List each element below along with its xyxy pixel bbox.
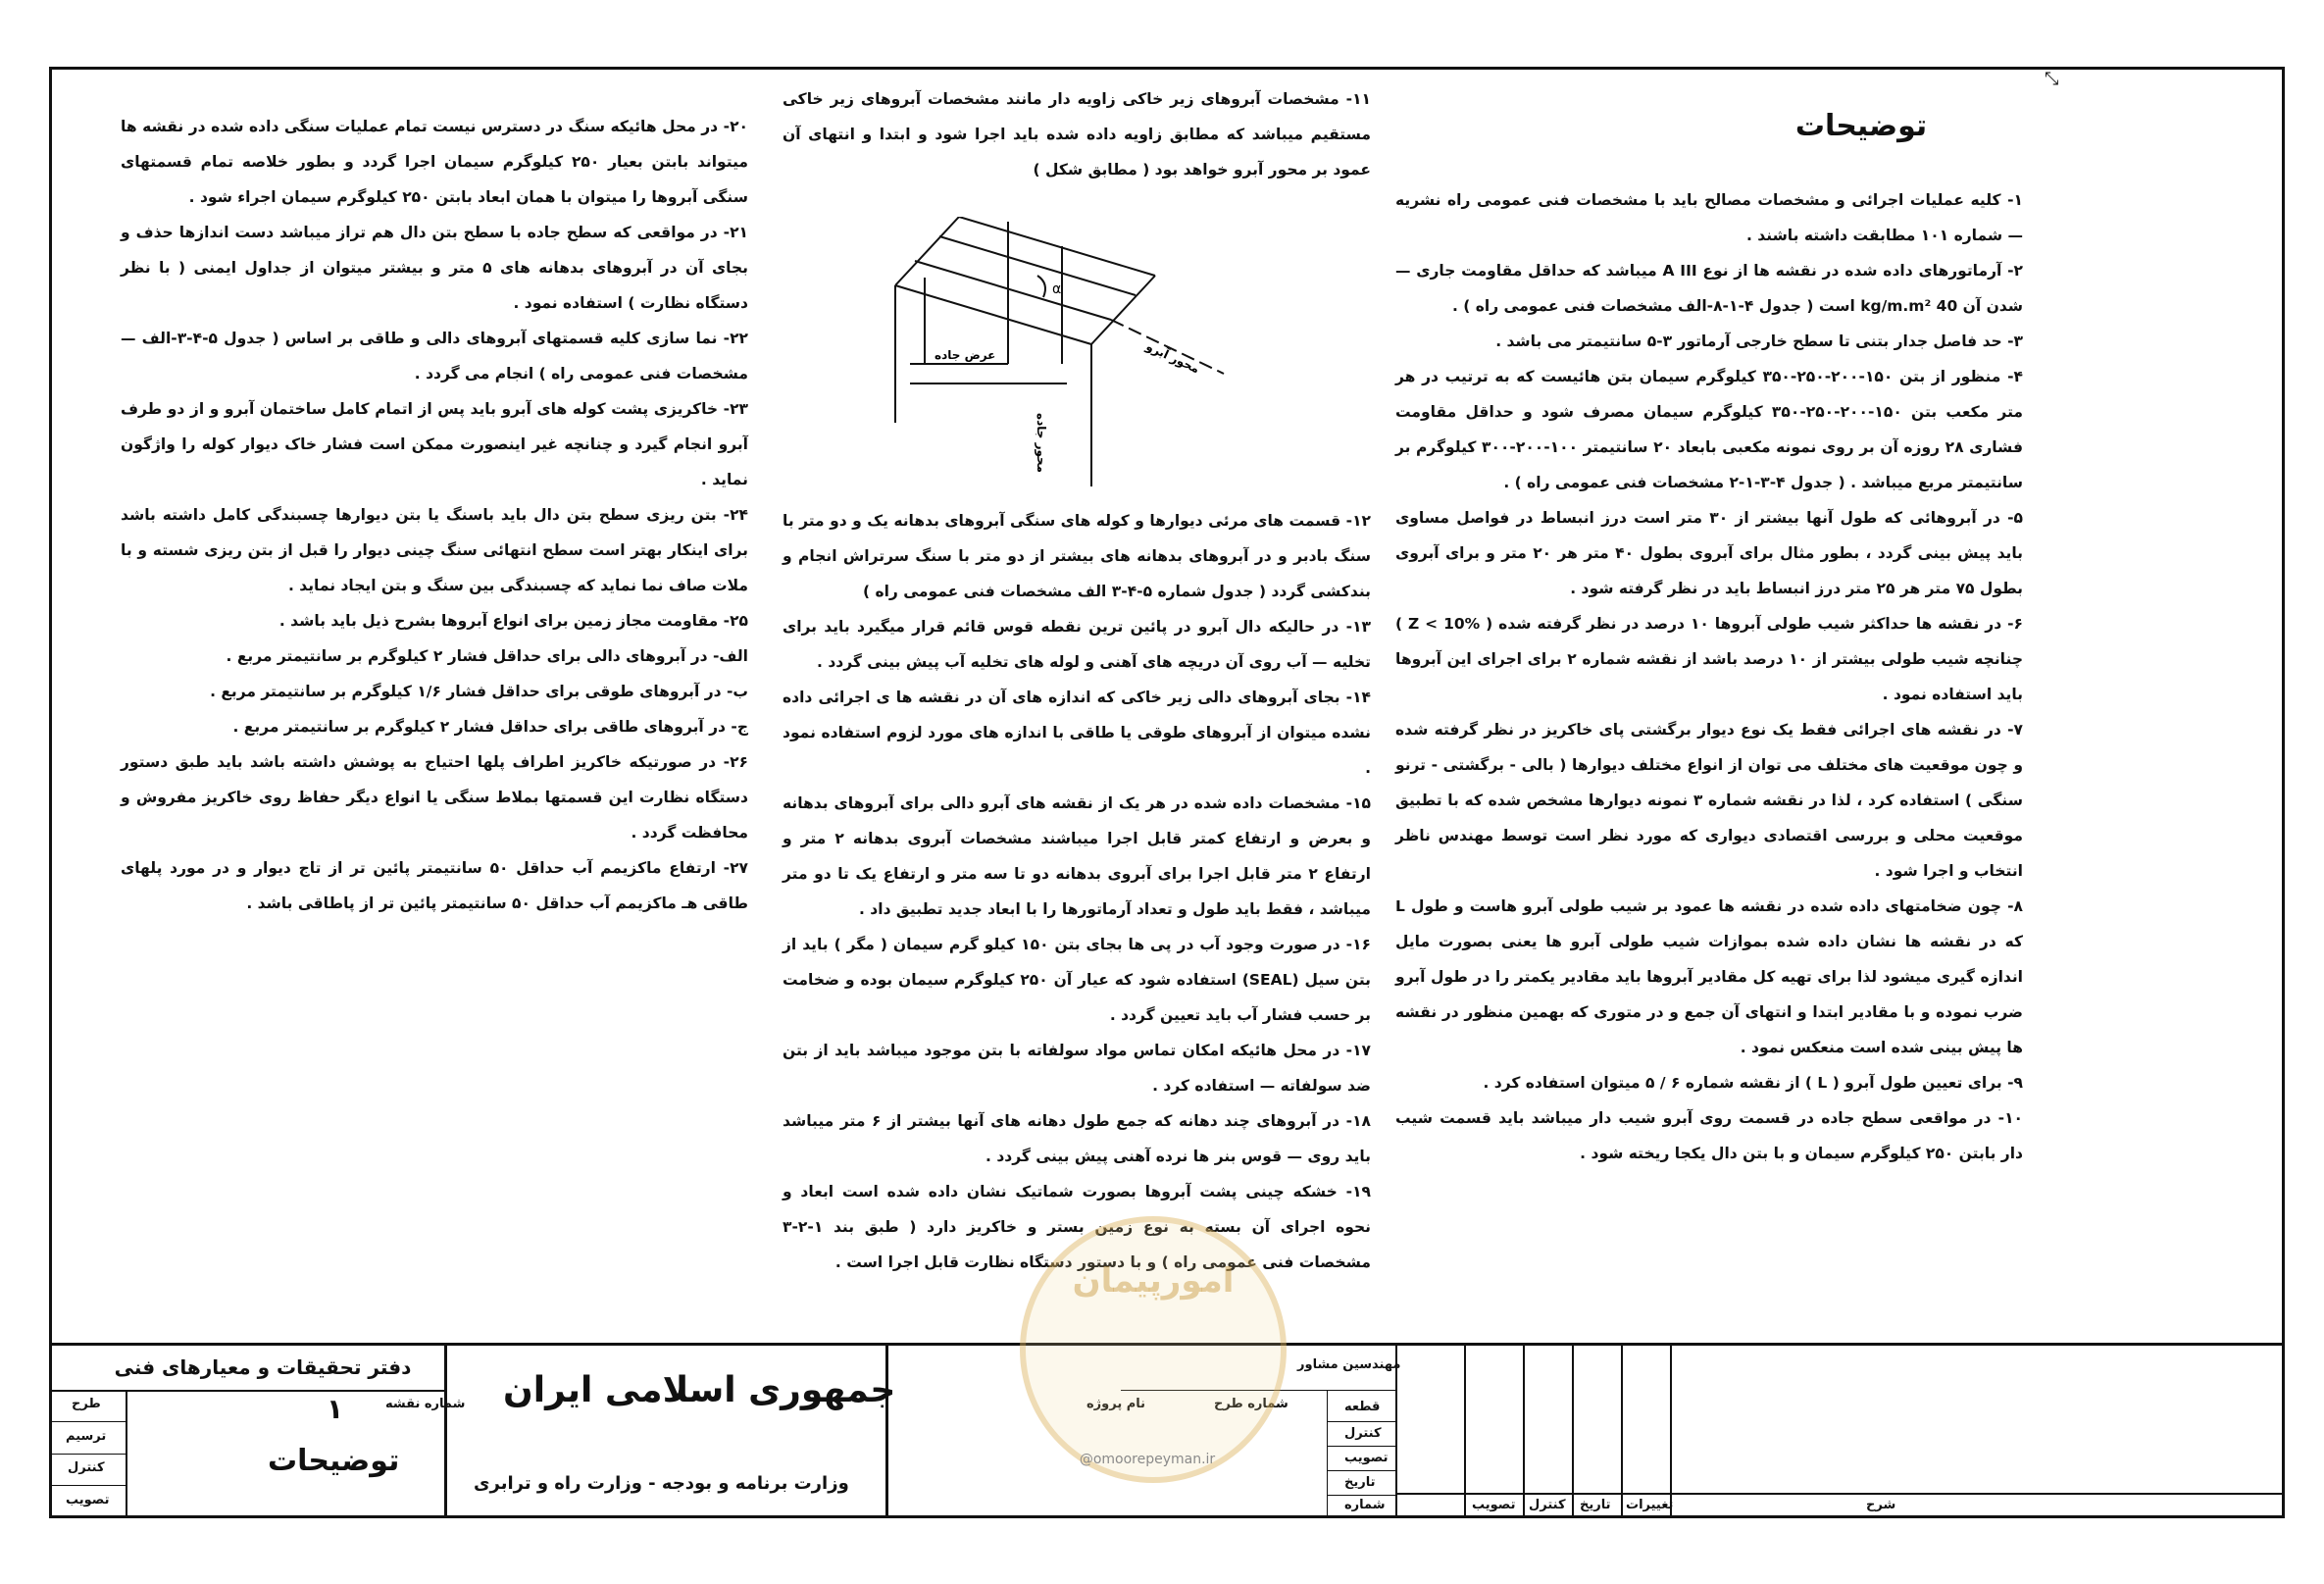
note: ۲- آرماتورهای داده شده در نقشه ها از نوع A III میباشد که حداقل مقاومت جاری — شدن آن 40 kg/m.m² است ( جدول ۴-۱-۸-الف مشخصات فنی عمومی راه ) . xyxy=(1395,262,2024,315)
note: ج- در آبروهای طاقی برای حداقل فشار ۲ کیلوگرم بر سانتیمتر مربع . xyxy=(232,718,748,736)
note: ۷- در نقشه های اجرائی فقط یک نوع دیوار برگشتی پای خاکریز در نظر گرفته شده و چون موقعیت های مختلف می توان از انواع مختلف دیوارها ( بالی - برگشتی - ترنو سنگی ) استفاده کرد ، لذا در نقشه شماره ۳ نمونه دیوارها مشخص شده که با تطبیق موقعیت محلی و بررسی اقتصادی دیواری که مورد نظر است توسط مهندس ناظر انتخاب و اجرا شود . xyxy=(1395,721,2023,880)
note: ۱۲- قسمت های مرئی دیوارها و کوله های سنگی آبروهای بدهانه یک و دو متر با سنگ بادبر و در آبروهای بدهانه های بیشتر از دو متر با سنگ سرتراش انجام و بندکشی گردد ( جدول شماره ۵-۴-۳ الف مشخصات فنی عمومی راه ) xyxy=(783,512,1371,600)
note: ۱۶- در صورت وجود آب در پی ها بجای بتن ۱۵۰ کیلو گرم سیمان ( مگر ) باید از بتن سیل (SEAL) استفاده شود که عیار آن ۲۵۰ کیلوگرم سیمان بوده و ضخامت بر حسب فشار آب باید تعیین گردد . xyxy=(783,936,1371,1024)
note: ۲۰- در محل هائیکه سنگ در دسترس نیست تمام عملیات سنگی داده شده در نقشه ها میتواند بابتن بعیار ۲۵۰ کیلوگرم سیمان اجرا گردد و بطور خلاصه تمام قسمتهای سنگی آبروها را میتوان با همان ابعاد بابتن ۲۵۰ کیلوگرم سیمان اجراء شود . xyxy=(121,118,748,206)
note: ۳- حد فاصل جدار بتنی تا سطح خارجی آرماتور ۳-۵ سانتیمتر می باشد . xyxy=(1495,332,2023,350)
rev-col-approval: تصویب xyxy=(1472,1498,1516,1512)
note: ۲۷- ارتفاع ماکزیمم آب حداقل ۵۰ سانتیمتر پائین تر از تاج دیوار و در مورد پلهای طاقی هـ ماکزیمم آب حداقل ۵۰ سانتیمتر پائین تر از پاطاقی باشد . xyxy=(121,859,748,912)
diagram-label-angle: α xyxy=(1052,281,1062,297)
project-label: نام پروژه xyxy=(1086,1397,1146,1411)
role-design: طرح xyxy=(72,1397,101,1411)
note: ۲۴- بتن ریزی سطح بتن دال باید باسنگ یا بتن دیوارها چسبندگی کامل داشته باشد برای اینکار بهتر است سطح انتهائی سنگ چینی دیوار را قبل از بتن ریزی شسته و با ملات صاف نما نماید که چسبندگی بین سنگ و بتن ایجاد نماید . xyxy=(121,506,748,594)
sheet-title: توضیحات xyxy=(268,1444,400,1478)
note: ۲۲- نما سازی کلیه قسمتهای آبروهای دالی و طاقی بر اساس ( جدول ۵-۴-۳-الف — مشخصات فنی عمومی راه ) انجام می گردد . xyxy=(121,330,749,383)
diagram-label-road-width: عرض جاده xyxy=(935,348,996,362)
rev-col-date: تاریخ xyxy=(1580,1498,1611,1512)
note: ۱- کلیه عملیات اجرائی و مشخصات مصالح باید با مشخصات فنی عمومی راه نشریه — شماره ۱۰۱ مطابقت داشته باشند . xyxy=(1395,191,2023,244)
skew-culvert-diagram xyxy=(851,217,1263,511)
note: ۱۸- در آبروهای چند دهانه که جمع طول دهانه های آنها بیشتر از ۶ متر میباشد باید روی — قوس بنر ها نرده آهنی پیش بینی گردد . xyxy=(783,1112,1371,1165)
row-part: قطعه xyxy=(1344,1400,1381,1414)
notes-column-middle-bottom xyxy=(783,503,1371,1280)
rev-col-control: کنترل xyxy=(1529,1498,1566,1512)
note: ۶- در نقشه ها حداکثر شیب طولی آبروها ۱۰ درصد در نظر گرفته شده ( Z < 10% ) چنانچه شیب طولی بیشتر از ۱۰ درصد باشد از نقشه شماره ۲ برای اجرای این آبروها باید استفاده نمود . xyxy=(1395,615,2024,703)
sheet-number: ۱ xyxy=(327,1393,344,1425)
note: ۱۵- مشخصات داده شده در هر یک از نقشه های آبرو دالی برای آبروهای بدهانه و بعرض و ارتفاع کمتر قابل اجرا میباشند مشخصات آبروی بدهانه ۲ متر و ارتفاع ۲ متر قابل اجرا برای آبروی بدهانه دو تا سه متر و ارتفاع یک تا دو متر میباشد ، فقط باید طول و تعداد آرماتورها را با ابعاد جدید تطبیق داد . xyxy=(783,794,1371,918)
note: ۱۹- خشکه چینی پشت آبروها بصورت شماتیک نشان داده شده است ابعاد و نحوه اجرای آن بسته به نوع زمین بستر و خاکریز دارد ( طبق بند ۱-۲-۳ مشخصات فنی عمومی راه ) و با دستور دستگاه نظارت قابل اجرا است . xyxy=(783,1183,1371,1271)
note: ۱۱- مشخصات آبروهای زیر خاکی زاویه دار مانند مشخصات آبروهای زیر خاکی مستقیم میباشد که مطابق زاویه داده شده باید اجرا شود و ابتدا و انتهای آن عمود بر محور آبرو خواهد بود ( مطابق شکل ) xyxy=(783,90,1371,179)
office-name: دفتر تحقیقات و معیارهای فنی xyxy=(114,1355,412,1379)
note: ۸- چون ضخامتهای داده شده در نقشه ها عمود بر شیب طولی آبرو هاست و طول L که در نقشه ها نشان داده شده بموازات شیب طولی آبرو ها یعنی بصورت مایل اندازه گیری میشود لذا برای تهیه کل مقادیر آبروها باید مقادیر یکمتر را در طول آبرو ضرب نموده و با مقادیر ابتدا و انتهای آن جمع و در متوری که بهمین منظور در نقشه ها پیش بینی شده است منعکس نمود . xyxy=(1395,897,2023,1056)
rev-col-changes: تغییرات xyxy=(1626,1498,1674,1512)
page-title: توضیحات xyxy=(1794,109,1928,143)
row-control: کنترل xyxy=(1344,1426,1382,1441)
plan-number-label: شماره طرح xyxy=(1214,1397,1288,1411)
note: ۱۷- در محل هائیکه امکان تماس مواد سولفاته با بتن موجود میباشد باید از بتن ضد سولفاته — استفاده کرد . xyxy=(783,1042,1371,1095)
role-approval: تصویب xyxy=(66,1493,110,1507)
note: الف- در آبروهای دالی برای حداقل فشار ۲ کیلوگرم بر سانتیمتر مربع . xyxy=(226,647,748,665)
notes-column-left xyxy=(121,109,748,921)
note: ۱۳- در حالیکه دال آبرو در پائین ترین نقطه قوس قائم قرار میگیرد باید برای تخلیه — آب روی آن دریچه های آهنی و لوله های تخلیه آب پیش بینی گردد . xyxy=(783,618,1371,671)
note: ۹- برای تعیین طول آبرو ( L ) از نقشه شماره ۶ / ۵ میتوان استفاده کرد . xyxy=(1483,1074,2023,1092)
diagram-label-culvert-axis: محور آبرو xyxy=(1143,339,1202,377)
watermark-logo-text: امورپیمان xyxy=(1072,1261,1235,1301)
row-number: شماره xyxy=(1344,1498,1386,1512)
country-name: جمهوری اسلامی ایران xyxy=(503,1370,896,1410)
watermark-site: @omoorepeyman.ir xyxy=(1079,1452,1216,1467)
note: ۱۴- بجای آبروهای دالی زیر خاکی که اندازه های آن در نقشه ها ی اجرائی داده نشده میتوان از آبروهای طوقی یا طاقی با اندازه های مورد لزوم استفاده نمود . xyxy=(783,689,1371,777)
rev-col-description: شرح xyxy=(1866,1498,1896,1512)
notes-column-right xyxy=(1395,182,2023,1171)
ministry-name: وزارت برنامه و بودجه - وزارت راه و ترابری xyxy=(474,1473,849,1494)
note: ۲۶- در صورتیکه خاکریز اطراف پلها احتیاج به پوشش داشته باشد باید طبق دستور دستگاه نظارت این قسمتها بملاط سنگی یا انواع دیگر حفاظ روی خاکریز مفروش و محافظت گردد . xyxy=(121,753,748,842)
watermark-logo xyxy=(1020,1216,1287,1483)
diagram-label-road-axis: محور جاده xyxy=(1035,413,1048,474)
note: ۲۵- مقاومت مجاز زمین برای انواع آبروها بشرح ذیل باید باشد . xyxy=(278,612,748,630)
note: ۱۰- در مواقعی سطح جاده در قسمت روی آبرو شیب دار میباشد باید قسمت شیب دار بابتن ۲۵۰ کیلوگرم سیمان و با بتن دال یکجا ریخته شود . xyxy=(1395,1109,2023,1162)
note: ۲۱- در مواقعی که سطح جاده با سطح بتن دال هم تراز میباشد دست اندازها حذف و بجای آن در آبروهای بدهانه های ۵ متر و بیشتر میتوان از جداول ایمنی ( با نظر دستگاه نظارت ) استفاده نمود . xyxy=(121,224,748,312)
note: ۴- منظور از بتن ۱۵۰-۲۰۰-۲۵۰-۳۵۰ کیلوگرم سیمان بتن هائیست که به ترتیب در هر متر مکعب بتن ۱۵۰-۲۰۰-۲۵۰-۳۵۰ کیلوگرم سیمان مصرف شود و حداقل مقاومت فشاری ۲۸ روزه آن بر روی نمونه مکعبی بابعاد ۲۰ سانتیمتر ۱۰۰-۲۰۰-۳۰۰ کیلوگرم بر سانتیمتر مربع میباشد . ( جدول ۴-۳-۱-۲ مشخصات فنی عمومی راه ) . xyxy=(1395,368,2023,491)
notes-column-middle-top xyxy=(783,81,1371,187)
consultant-label: مهندسین مشاور xyxy=(1297,1357,1401,1372)
row-approval: تصویب xyxy=(1344,1451,1389,1465)
row-date: تاریخ xyxy=(1344,1475,1376,1490)
sheet-number-label: شماره نقشه xyxy=(385,1397,466,1411)
role-control: کنترل xyxy=(68,1460,105,1475)
corner-mark: ⤡ xyxy=(2045,69,2059,89)
note: ۲۳- خاکریزی پشت کوله های آبرو باید پس از اتمام کامل ساختمان آبرو و از دو طرف آبرو انجام گیرد و چنانچه غیر اینصورت ممکن است فشار خاک دیوار کوله را واژگون نماید . xyxy=(121,400,748,488)
note: ب- در آبروهای طوقی برای حداقل فشار ۱/۶ کیلوگرم بر سانتیمتر مربع . xyxy=(210,683,748,700)
role-drafting: ترسیم xyxy=(66,1429,107,1444)
note: ۵- در آبروهائی که طول آنها بیشتر از ۳۰ متر است درز انبساط در فواصل مساوی باید پیش بینی گردد ، بطور مثال برای آبروی بطول ۴۰ متر هر ۲۰ متر و برای آبروی بطول ۷۵ متر هر ۲۵ متر درز انبساط باید در نظر گرفته شود . xyxy=(1395,509,2024,597)
